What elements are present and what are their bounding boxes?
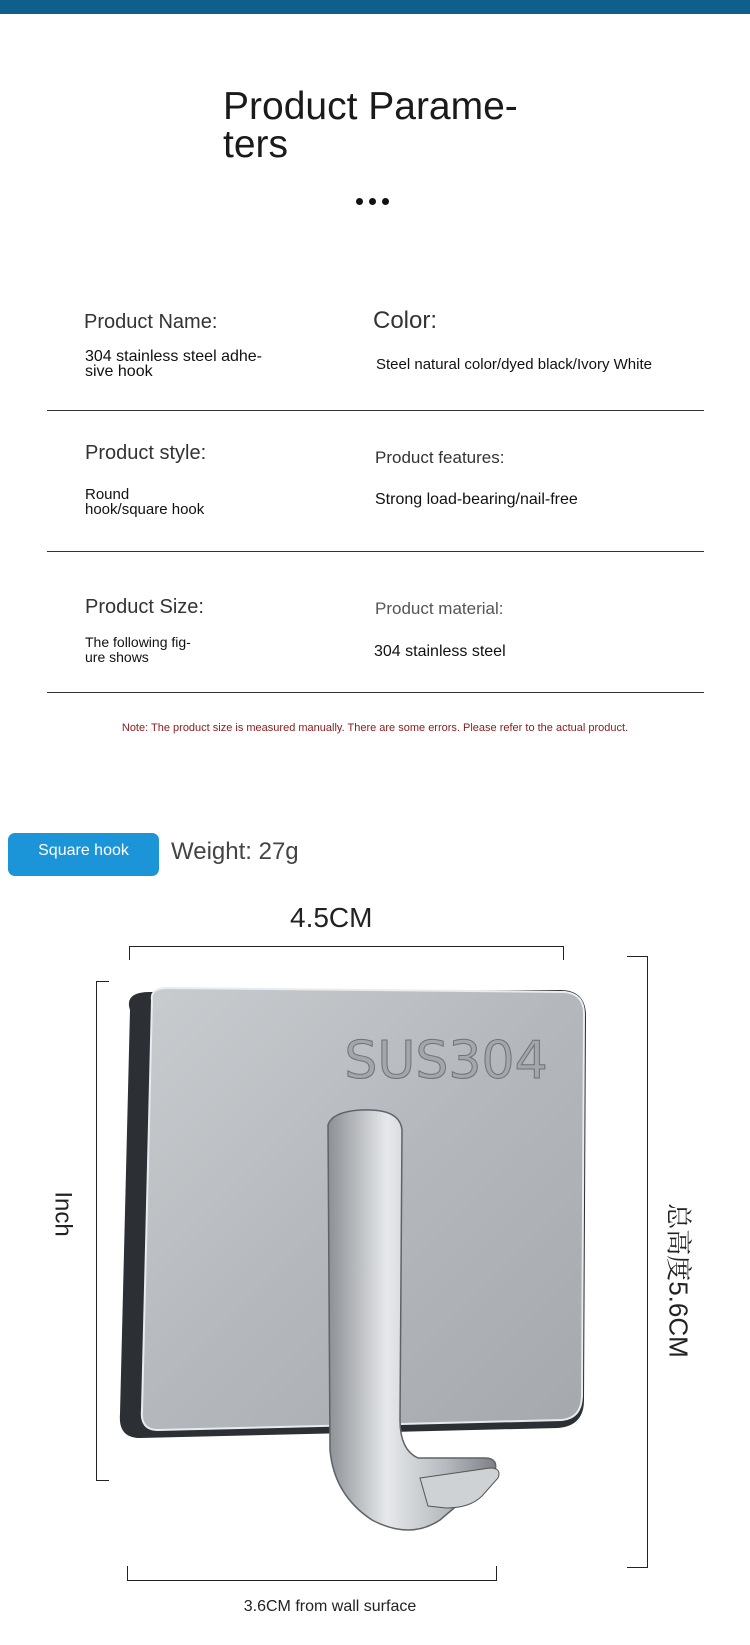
square-hook-image xyxy=(110,980,590,1560)
weight-label: Weight: 27g xyxy=(171,838,299,865)
top-bar xyxy=(0,0,750,14)
product-size-label: Product Size: xyxy=(85,596,204,618)
width-dimension-tick xyxy=(129,946,130,960)
depth-dimension-tick xyxy=(496,1566,497,1580)
left-dimension-tick xyxy=(96,981,109,982)
left-dimension-line xyxy=(96,981,97,1481)
sus304-engraving: SUS304 xyxy=(344,1031,548,1091)
width-dimension-line xyxy=(129,946,564,947)
page-title xyxy=(223,85,543,166)
product-style-label: Product style: xyxy=(85,442,207,464)
color-value: Steel natural color/dyed black/Ivory White xyxy=(376,356,652,373)
size-note: Note: The product size is measured manually. There are some errors. Please refer to the actual product. xyxy=(121,722,629,734)
width-dimension-tick xyxy=(563,946,564,960)
divider xyxy=(47,551,704,552)
more-dots-icon xyxy=(356,198,389,205)
depth-dimension-tick xyxy=(127,1566,128,1580)
product-features-value: Strong load-bearing/nail-free xyxy=(375,491,578,508)
square-hook-button[interactable]: Square hook xyxy=(8,833,159,876)
product-material-label: Product material: xyxy=(375,599,504,618)
product-name-label: Product Name: xyxy=(84,311,218,333)
product-name-value: 304 stainless steel adhe- sive hook xyxy=(85,348,262,380)
divider xyxy=(47,410,704,411)
color-label: Color: xyxy=(373,307,438,334)
depth-dimension-label: 3.6CM from wall surface xyxy=(243,1598,417,1615)
product-features-label: Product features: xyxy=(375,448,505,467)
width-dimension-label: 4.5CM xyxy=(290,902,373,933)
title-line-2: ters xyxy=(223,123,289,166)
left-dimension-tick xyxy=(96,1480,109,1481)
left-dimension-label: Inch xyxy=(49,1191,77,1237)
height-dimension-line xyxy=(647,956,648,1568)
height-dimension-tick xyxy=(627,956,648,957)
divider xyxy=(47,692,704,693)
product-size-value: The following fig- ure shows xyxy=(85,634,191,665)
product-material-value: 304 stainless steel xyxy=(374,643,506,660)
product-style-value: Round hook/square hook xyxy=(85,486,205,518)
title-line-1: Product Parame- xyxy=(223,85,518,128)
depth-dimension-line xyxy=(127,1580,497,1581)
height-dimension-tick xyxy=(627,1567,648,1568)
height-dimension-label: 总高度5.6CM xyxy=(663,1203,694,1358)
